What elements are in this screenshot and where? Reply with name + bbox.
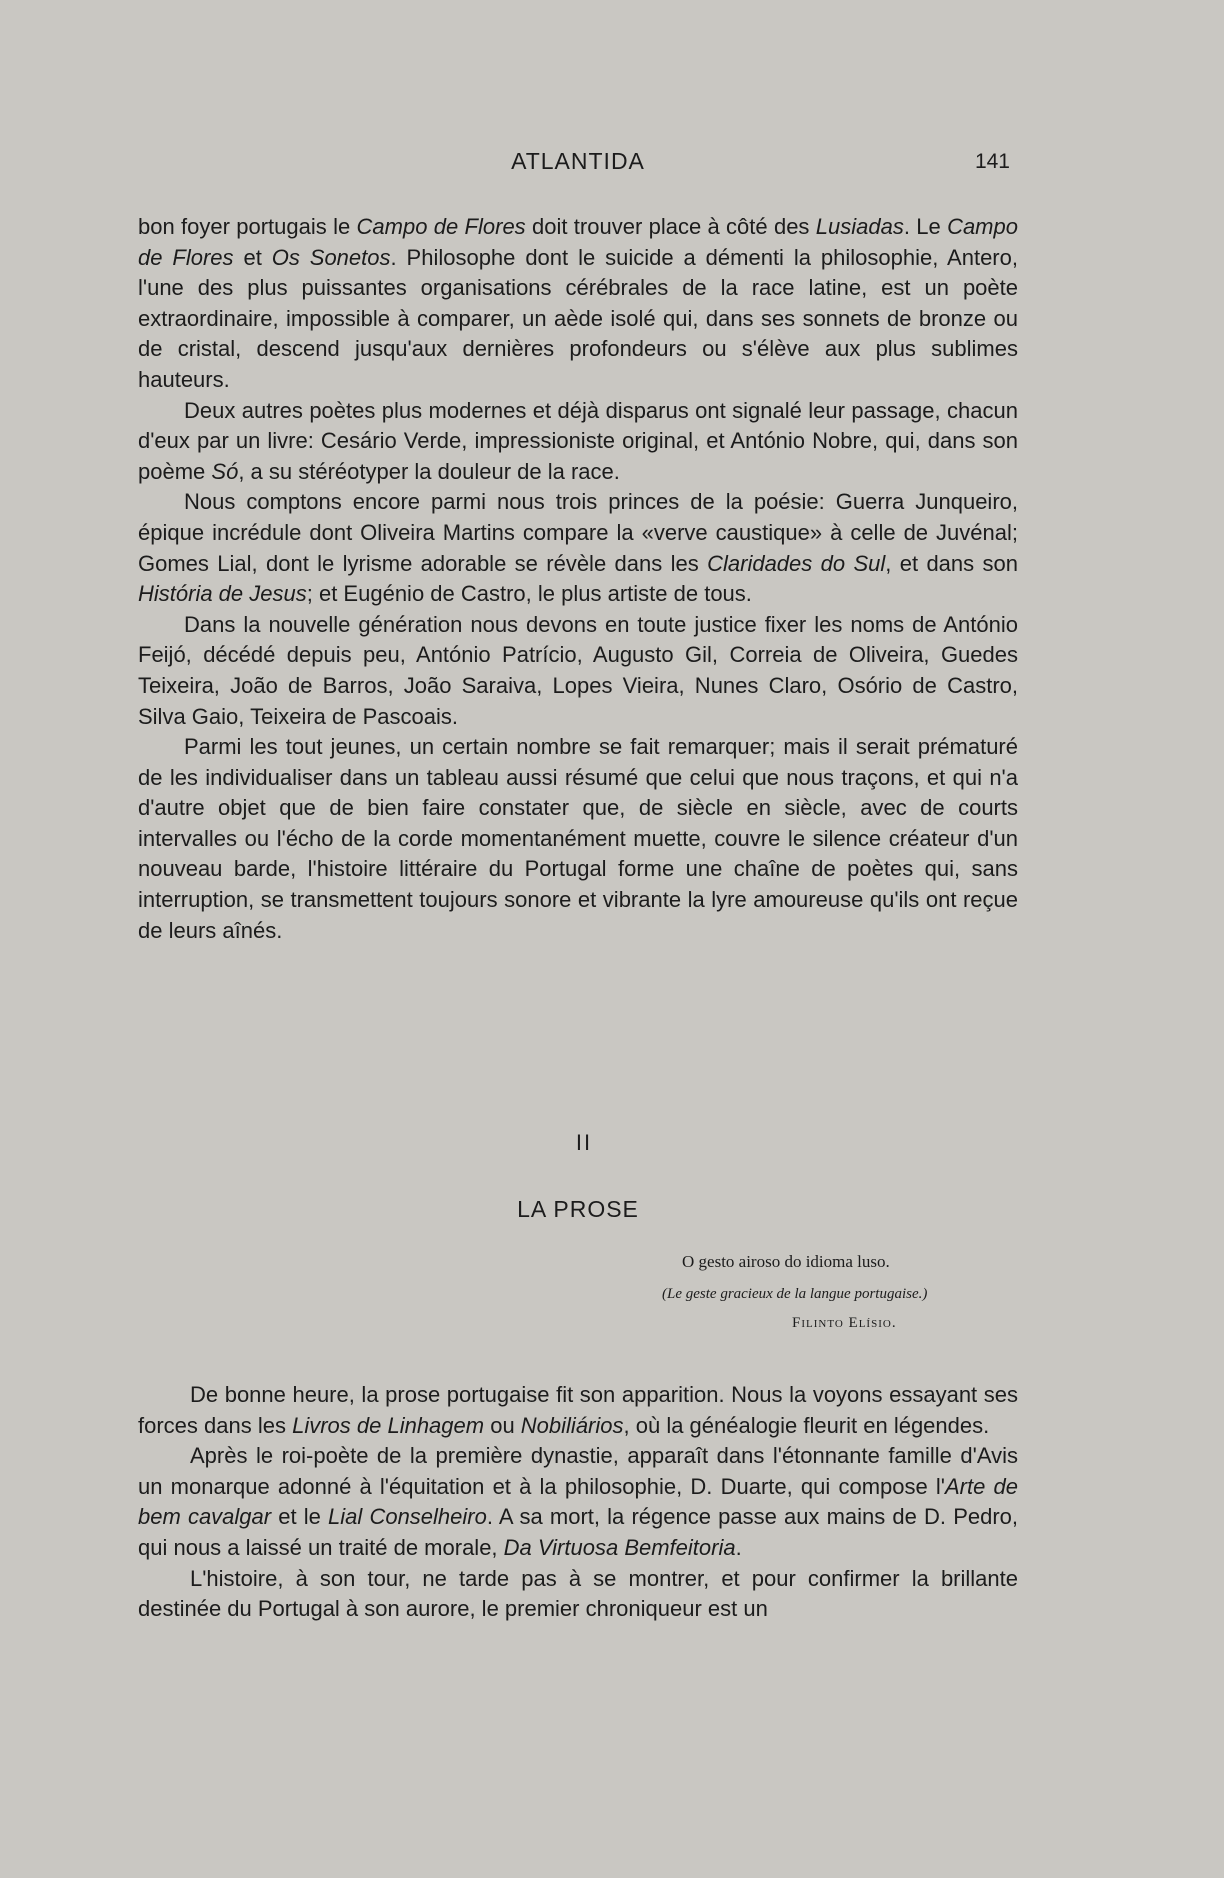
text-run: De bonne heure, la prose portugaise fit son apparition. Nous la voyons essayant ses forces dans les xyxy=(138,1382,1018,1438)
paragraph xyxy=(138,487,1018,609)
epigraph xyxy=(602,1252,1022,1332)
body-text-part2 xyxy=(138,1380,1018,1625)
italic-title: Campo de Flores xyxy=(356,214,526,239)
paragraph xyxy=(138,610,1018,732)
epigraph-quote: O gesto airoso do idioma luso. xyxy=(682,1252,890,1271)
text-run: Dans la nouvelle génération nous devons en toute justice fixer les noms de António Feijó, décédé depuis peu, António Patrício, Augusto Gil, Correia de Oliveira, Guedes Teixeira, João de Barros, João Saraiva, Lopes Vieira, Nunes Claro, Osório de Castro, Silva Gaio, Teixeira de Pascoais. xyxy=(138,611,1018,729)
text-run: Après le roi-poète de la première dynastie, apparaît dans l'étonnante famille d'Avis un monarque adonné à l'équitation et à la philosophie, D. Duarte, qui compose l' xyxy=(138,1443,1018,1499)
paragraph xyxy=(138,396,1018,488)
paragraph xyxy=(138,732,1018,946)
italic-title: Livros de Linhagem xyxy=(292,1412,485,1438)
text-run: , où la généalogie fleurit en légendes. xyxy=(623,1412,990,1438)
italic-title: Os Sonetos xyxy=(271,244,391,270)
text-run: et xyxy=(233,244,272,270)
italic-title: Lial Conselheiro xyxy=(328,1504,487,1530)
section-heading xyxy=(138,1130,1018,1223)
paragraph xyxy=(138,1564,1018,1625)
text-run: . Philosophe dont le suicide a démenti la philosophie, Antero, l'une des plus puissantes organisations cérébrales de la race latine, est un poète extraordinaire, impossible à comparer, un aède isolé qui, dans ses sonnets de bronze ou de cristal, descend jusqu'aux dernières profondeurs ou s'élève aux plus sublimes hauteurs. xyxy=(138,244,1018,392)
italic-title: Claridades do Sul xyxy=(707,550,886,576)
italic-title: Arte de bem cavalgar xyxy=(138,1473,1018,1530)
text-run: ; et Eugénio de Castro, le plus artiste de tous. xyxy=(306,581,752,607)
text-run: . A sa mort, la régence passe aux mains de D. Pedro, qui nous a laissé un traité de morale, xyxy=(138,1504,1019,1560)
italic-title: Campo de Flores xyxy=(138,214,1018,270)
text-run: et le xyxy=(271,1504,329,1530)
text-run: . Le xyxy=(903,214,948,239)
italic-title: Lusiadas xyxy=(815,214,904,239)
text-run: doit trouver place à côté des xyxy=(525,214,816,239)
body-text-part1 xyxy=(138,212,1018,946)
text-run: bon foyer portugais le xyxy=(138,214,357,239)
section-number: II xyxy=(575,1130,593,1155)
paragraph xyxy=(138,1441,1018,1563)
italic-title: Da Virtuosa Bemfeitoria xyxy=(503,1534,736,1560)
text-run: Deux autres poètes plus modernes et déjà disparus ont signalé leur passage, chacun d'eux par un livre: Cesário Verde, impressioniste original, et António Nobre, qui, dans son poème xyxy=(138,397,1018,484)
text-run: L'histoire, à son tour, ne tarde pas à se montrer, et pour confirmer la brillante destinée du Portugal à son aurore, le premier chroniqueur est un xyxy=(138,1565,1018,1622)
text-run: , et dans son xyxy=(885,550,1018,576)
running-title: ATLANTIDA xyxy=(511,148,645,174)
text-run: , a su stéréotyper la douleur de la race. xyxy=(238,458,620,484)
italic-title: Nobiliários xyxy=(520,1412,624,1438)
text-run: ou xyxy=(484,1412,521,1438)
epigraph-author: Filinto Elísio. xyxy=(792,1315,897,1331)
italic-title: História de Jesus xyxy=(138,581,307,607)
text-run: Nous comptons encore parmi nous trois princes de la poésie: Guerra Junqueiro, épique incrédule dont Oliveira Martins compare la «verve caustique» à celle de Juvénal; Gomes Lial, dont le lyrisme adorable se révèle dans les xyxy=(138,489,1018,576)
page-number: 141 xyxy=(974,150,1010,173)
epigraph-translation: (Le geste gracieux de la langue portugaise.) xyxy=(662,1286,928,1302)
paragraph xyxy=(138,212,1018,396)
text-run: Parmi les tout jeunes, un certain nombre se fait remarquer; mais il serait prématuré de les individualiser dans un tableau aussi résumé que celui que nous traçons, et qui n'a d'autre objet que de bien faire constater que, de siècle en siècle, avec de courts intervalles ou l'écho de la corde momentanément muette, couvre le silence créateur d'un nouveau barde, l'histoire littéraire du Portugal forme une chaîne de poètes qui, sans interruption, se transmettent toujours sonore et vibrante la lyre amoureuse qu'ils ont reçue de leurs aînés. xyxy=(138,734,1018,943)
section-title: LA PROSE xyxy=(517,1196,639,1222)
running-head xyxy=(138,148,1018,184)
paragraph xyxy=(138,1380,1018,1441)
text-run: . xyxy=(735,1534,742,1560)
italic-title: Só xyxy=(211,458,239,484)
